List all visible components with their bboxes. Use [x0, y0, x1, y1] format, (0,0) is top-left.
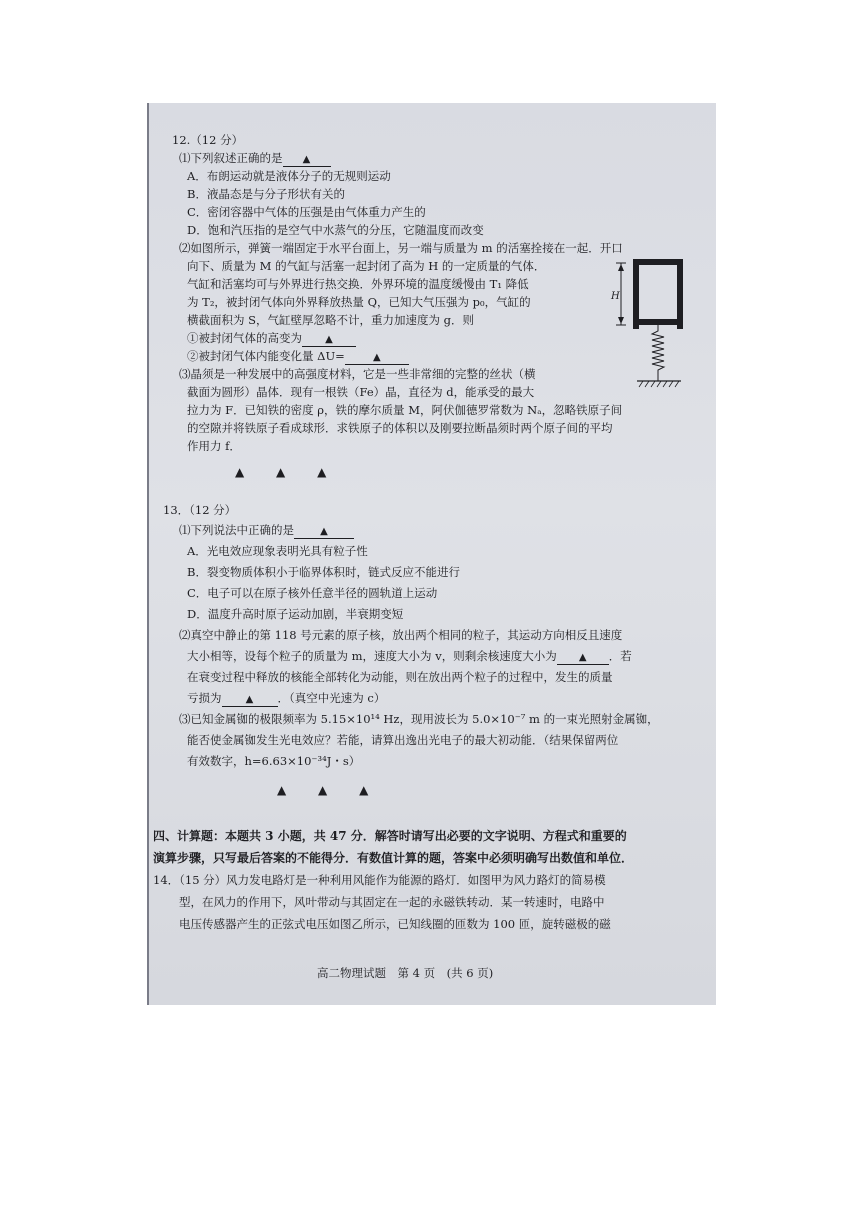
- q13-part2-line: 大小相等，设每个粒子的质量为 m，速度大小为 v，则剩余核速度大小为 ▲ ．若: [187, 649, 632, 663]
- q13-option: C．电子可以在原子核外任意半径的圆轨道上运动: [187, 586, 438, 600]
- q13-part3-line: 有效数字，h=6.63×10⁻³⁴J・s）: [187, 754, 361, 768]
- cylinder-spring-diagram: [607, 253, 689, 395]
- q12-part3-line: 拉力为 F．已知铁的密度 ρ，铁的摩尔质量 M，阿伏伽德罗常数为 Nₐ，忽略铁原子间: [187, 403, 623, 417]
- q12-part2-line: ⑵如图所示，弹簧一端固定于水平台面上，另一端与质量为 m 的活塞拴接在一起．开口: [179, 241, 623, 255]
- q14-line: 型，在风力的作用下，风叶带动与其固定在一起的永磁铁转动．某一转速时，电路中: [179, 895, 605, 909]
- q12-option: C．密闭容器中气体的压强是由气体重力产生的: [187, 205, 426, 219]
- ground-hatch: [639, 381, 679, 387]
- q12-part2-line: 气缸和活塞均可与外界进行热交换．外界环境的温度缓慢由 T₁ 降低: [187, 277, 529, 291]
- q12-option: A．布朗运动就是液体分子的无规则运动: [187, 169, 391, 183]
- section4-heading: 四、计算题：本题共 3 小题，共 47 分．解答时请写出必要的文字说明、方程式和重要的: [153, 829, 627, 843]
- q12-option: B．液晶态是与分子形状有关的: [187, 187, 345, 201]
- q12-part3-line: 截面为圆形）晶体．现有一根铁（Fe）晶，直径为 d，能承受的最大: [187, 385, 535, 399]
- exam-page: [147, 103, 716, 1005]
- q12-part2-line: 向下、质量为 M 的气缸与活塞一起封闭了高为 H 的一定质量的气体．: [187, 259, 546, 273]
- q12-part3-line: ⑶晶须是一种发展中的高强度材料，它是一些非常细的完整的丝状（横: [179, 367, 536, 381]
- q12-part2-sub1: ①被封闭气体的高变为 ▲: [187, 331, 356, 347]
- q13-part2-line: ⑵真空中静止的第 118 号元素的原子核，放出两个相同的粒子，其运动方向相反且速度: [179, 628, 623, 642]
- cylinder-top: [633, 259, 683, 265]
- answer-blank[interactable]: ▲: [294, 526, 354, 539]
- answer-area-marks: ▲ ▲ ▲: [235, 465, 341, 479]
- q13-part1-stem: ⑴下列说法中正确的是 ▲: [179, 523, 354, 539]
- page-footer: 高二物理试题 第 4 页 (共 6 页): [317, 966, 494, 980]
- q13-part2-line: 亏损为 ▲ ．（真空中光速为 c）: [187, 691, 386, 705]
- q14-line: 电压传感器产生的正弦式电压如图乙所示，已知线圈的匝数为 100 匝，旋转磁极的磁: [179, 917, 611, 931]
- q13-option: D．温度升高时原子运动加剧，半衰期变短: [187, 607, 404, 621]
- spring: [652, 325, 664, 381]
- q12-part2-line: 为 T₂，被封闭气体向外界释放热量 Q，已知大气压强为 p₀，气缸的: [187, 295, 531, 309]
- q12-header: 12.（12 分）: [172, 133, 244, 147]
- q12-part3-line: 作用力 f．: [187, 439, 241, 453]
- q13-part2-line: 在衰变过程中释放的核能全部转化为动能，则在放出两个粒子的过程中，发生的质量: [187, 670, 613, 684]
- piston: [639, 319, 677, 325]
- q12-part1-stem: ⑴下列叙述正确的是 ▲: [179, 151, 331, 167]
- q13-option: A．光电效应现象表明光具有粒子性: [187, 544, 368, 558]
- q14-line: 14．（15 分）风力发电路灯是一种利用风能作为能源的路灯．如图甲为风力路灯的简易模: [153, 873, 606, 887]
- cylinder-wall-right: [677, 259, 683, 329]
- q12-part3-line: 的空隙并将铁原子看成球形．求铁原子的体积以及刚要拉断晶须时两个原子间的平均: [187, 421, 613, 435]
- q13-part3-line: 能否使金属铷发生光电效应？若能，请算出逸出光电子的最大初动能．（结果保留两位: [187, 733, 619, 747]
- q13-option: B．裂变物质体积小于临界体积时，链式反应不能进行: [187, 565, 460, 579]
- answer-blank[interactable]: ▲: [557, 652, 609, 665]
- q12-part2-line: 横截面积为 S，气缸壁厚忽略不计，重力加速度为 g．则: [187, 313, 475, 327]
- answer-blank[interactable]: ▲: [283, 154, 331, 167]
- q12-part2-sub2: ②被封闭气体内能变化量 ΔU= ▲: [187, 349, 409, 365]
- q13-part3-line: ⑶已知金属铷的极限频率为 5.15×10¹⁴ Hz，现用波长为 5.0×10⁻⁷ m 的一束光照射金属铷，: [179, 712, 659, 726]
- q12-option: D．饱和汽压指的是空气中水蒸气的分压，它随温度而改变: [187, 223, 484, 237]
- answer-area-marks: ▲ ▲ ▲: [277, 783, 383, 797]
- section4-heading: 演算步骤，只写最后答案的不能得分．有数值计算的题，答案中必须明确写出数值和单位．: [153, 851, 634, 865]
- cylinder-wall-left: [633, 259, 639, 329]
- answer-blank[interactable]: ▲: [302, 334, 356, 347]
- height-label: H: [611, 291, 620, 302]
- answer-blank[interactable]: ▲: [345, 352, 409, 365]
- answer-blank[interactable]: ▲: [222, 694, 278, 707]
- q13-header: 13．（12 分）: [163, 503, 237, 517]
